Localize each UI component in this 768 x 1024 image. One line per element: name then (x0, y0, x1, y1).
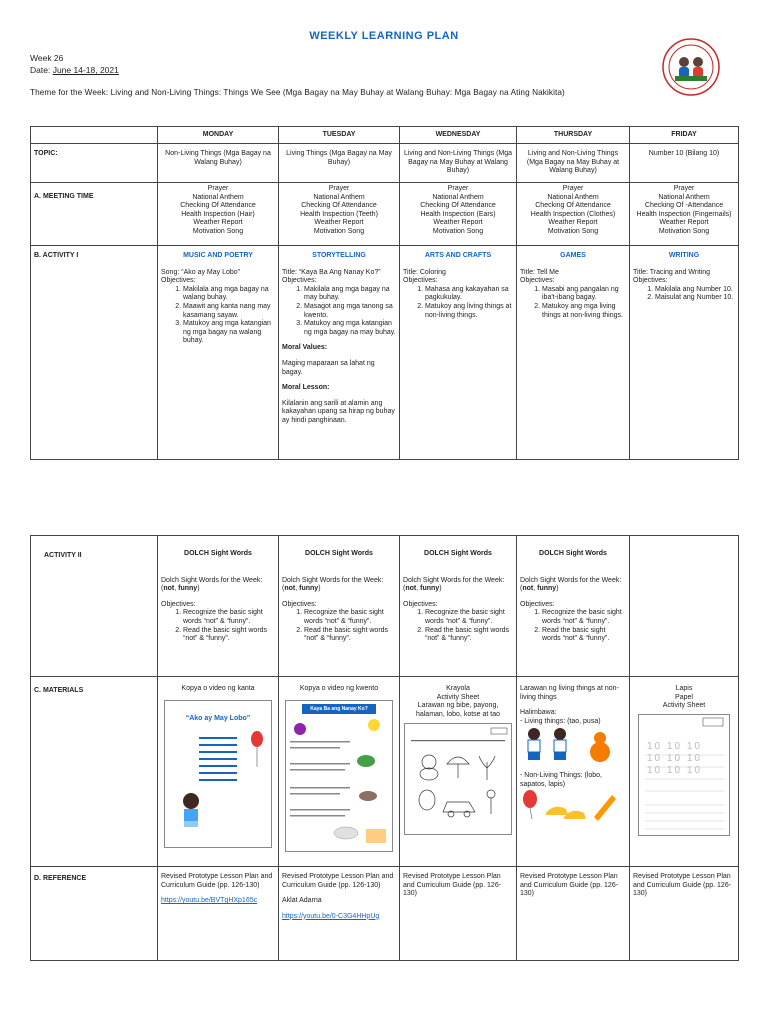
meeting-cell: Prayer National Anthem Checking Of Attendance Health Inspection (Teeth) Weather Report Motivation Song (279, 183, 400, 246)
week-label: Week 26 (30, 53, 64, 63)
materials-tuesday: Kopya o video ng kwento Kaya Ba ang Nanay Ko? (279, 677, 400, 867)
activity2-cell: DOLCH Sight Words Dolch Sight Words for the Week: (not, funny) Objectives: 1. Recognize the basic sight words “not” & “funny”. 2. Read the basic sight words “not” & “funny”. (158, 536, 279, 677)
coloring-sheet-thumbnail (404, 723, 512, 835)
day-header: FRIDAY (630, 127, 739, 144)
row-label-topic: TOPIC: (31, 144, 158, 183)
row-label-materials: C. MATERIALS (31, 677, 158, 867)
activity1-tuesday: STORYTELLING Title: “Kaya Ba Ang Nanay Ko?” Objectives: 1. Makilala ang mga bagay na may buhay. 2. Masagot ang mga tanong sa kwento. 3. Matukoy ang mga katangian ng mga bagay na may buhay. Moral Values: Maging maparaan sa lahat ng bagay. Moral Lesson: Kilalanin ang sarili at alamin ang kakayahan upang sa hirap ng buhay ay hindi panghinaan. (279, 246, 400, 460)
category-label: ARTS AND CRAFTS (424, 252, 492, 259)
day-header: MONDAY (158, 127, 279, 144)
day-header: THURSDAY (517, 127, 630, 144)
category-label: WRITING (668, 252, 700, 259)
activity1-monday: MUSIC AND POETRY Song: “Ako ay May Lobo” Objectives: 1. Makilala ang mga bagay na walang buhay. 2. Maawit ang kanta nang may kasamang sayaw. 3. Matukoy ang mga katangian ng mga bagay na walang buhay. (158, 246, 279, 460)
theme-line: Theme for the Week: Living and Non-Living Things: Things We See (Mga Bagay na May Buhay at Walang Buhay: Mga Bagay na Ating Nakikita) (30, 88, 565, 97)
topic-cell: Living Things (Mga Bagay na May Buhay) (279, 144, 400, 183)
category-label: GAMES (560, 252, 586, 259)
meeting-cell: Prayer National Anthem Checking Of Attendance Health Inspection (Clothes) Weather Report Motivation Song (517, 183, 630, 246)
non-living-things-pictures (520, 789, 620, 821)
category-label: MUSIC AND POETRY (183, 252, 253, 259)
activity1-wednesday: ARTS AND CRAFTS Title: Coloring Objectives: 1. Mahasa ang kakayahan sa pagkukulay. 2. Matukoy ang living things at non-living things. (400, 246, 517, 460)
reference-link[interactable]: https://youtu.be/0-C3G4HHpUg (282, 912, 380, 920)
activity1-friday: WRITING Title: Tracing and Writing Objectives: 1. Makilala ang Number 10. 2. Maisulat ang Number 10. (630, 246, 739, 460)
date-value: June 14-18, 2021 (52, 65, 119, 75)
meeting-cell: Prayer National Anthem Checking Of Attendance Health Inspection (Hair) Weather Report Motivation Song (158, 183, 279, 246)
topic-cell: Non-Living Things (Mga Bagay na Walang Buhay) (158, 144, 279, 183)
reference-link[interactable]: https://youtu.be/BVTgHXp165c (161, 897, 258, 905)
living-things-pictures (520, 726, 620, 768)
meeting-cell: Prayer National Anthem Checking Of Attendance Health Inspection (Ears) Weather Report Motivation Song (400, 183, 517, 246)
plan-table-top (30, 126, 739, 460)
topic-cell: Living and Non-Living Things (Mga Bagay na May Buhay at Walang Buhay) (517, 144, 630, 183)
reference-monday: Revised Prototype Lesson Plan and Curriculum Guide (pp. 126-130) https://youtu.be/BVTgHXp165c (158, 867, 279, 961)
row-label-meeting: A. MEETING TIME (31, 183, 158, 246)
reference-wednesday: Revised Prototype Lesson Plan and Curriculum Guide (pp. 126-130) (400, 867, 517, 961)
topic-cell: Number 10 (Bilang 10) (630, 144, 739, 183)
activity2-cell: DOLCH Sight Words Dolch Sight Words for the Week: (not, funny) Objectives: 1. Recognize the basic sight words “not” & “funny”. 2. Read the basic sight words “not” & “funny”. (517, 536, 630, 677)
story-sheet-thumbnail: Kaya Ba ang Nanay Ko? (285, 700, 393, 852)
row-label-activity1: B. ACTIVITY I (31, 246, 158, 460)
page-title: WEEKLY LEARNING PLAN (309, 30, 459, 42)
reference-friday: Revised Prototype Lesson Plan and Curriculum Guide (pp. 126-130) (630, 867, 739, 961)
activity2-cell: DOLCH Sight Words Dolch Sight Words for the Week: (not, funny) Objectives: 1. Recognize the basic sight words “not” & “funny”. 2. Read the basic sight words “not” & “funny”. (400, 536, 517, 677)
materials-wednesday: Krayola Activity Sheet Larawan ng bibe, payong, halaman, lobo, kotse at tao (400, 677, 517, 867)
materials-friday: Lapis Papel Activity Sheet 10 10 10 10 10 10 10 10 10 (630, 677, 739, 867)
reference-thursday: Revised Prototype Lesson Plan and Curriculum Guide (pp. 126-130) (517, 867, 630, 961)
materials-monday: Kopya o video ng kanta “Ako ay May Lobo” (158, 677, 279, 867)
school-seal-logo (662, 38, 720, 96)
row-label-activity2: ACTIVITY II (31, 536, 158, 677)
tracing-sheet-thumbnail: 10 10 10 10 10 10 10 10 10 (638, 714, 730, 836)
meeting-cell: Prayer National Anthem Checking Of -Attendance Health Inspection (Fingernails) Weather Report Motivation Song (630, 183, 739, 246)
activity2-cell: DOLCH Sight Words Dolch Sight Words for the Week: (not, funny) Objectives: 1. Recognize the basic sight words “not” & “funny”. 2. Read the basic sight words “not” & “funny”. (279, 536, 400, 677)
corner-cell (31, 127, 158, 144)
activity1-thursday: GAMES Title: Tell Me Objectives: 1. Masabi ang pangalan ng iba't-ibang bagay. 2. Matukoy ang mga living things at non-living things. (517, 246, 630, 460)
row-label-reference: D. REFERENCE (31, 867, 158, 961)
materials-thursday: Larawan ng living things at non-living things Halimbawa: - Living things: (tao, pusa) - Non-Living Things: (lobo, sapatos, lapis) (517, 677, 630, 867)
topic-cell: Living and Non-Living Things (Mga Bagay na May Buhay at Walang Buhay) (400, 144, 517, 183)
day-header: WEDNESDAY (400, 127, 517, 144)
plan-table-bottom (30, 535, 739, 961)
date-line: Date: June 14-18, 2021 (30, 65, 119, 75)
category-label: STORYTELLING (312, 252, 366, 259)
day-header: TUESDAY (279, 127, 400, 144)
reference-tuesday: Revised Prototype Lesson Plan and Curriculum Guide (pp. 126-130) Aklat Adarna https://youtu.be/0-C3G4HHpUg (279, 867, 400, 961)
song-sheet-thumbnail: “Ako ay May Lobo” (164, 700, 272, 848)
activity2-empty-cell (630, 536, 739, 677)
